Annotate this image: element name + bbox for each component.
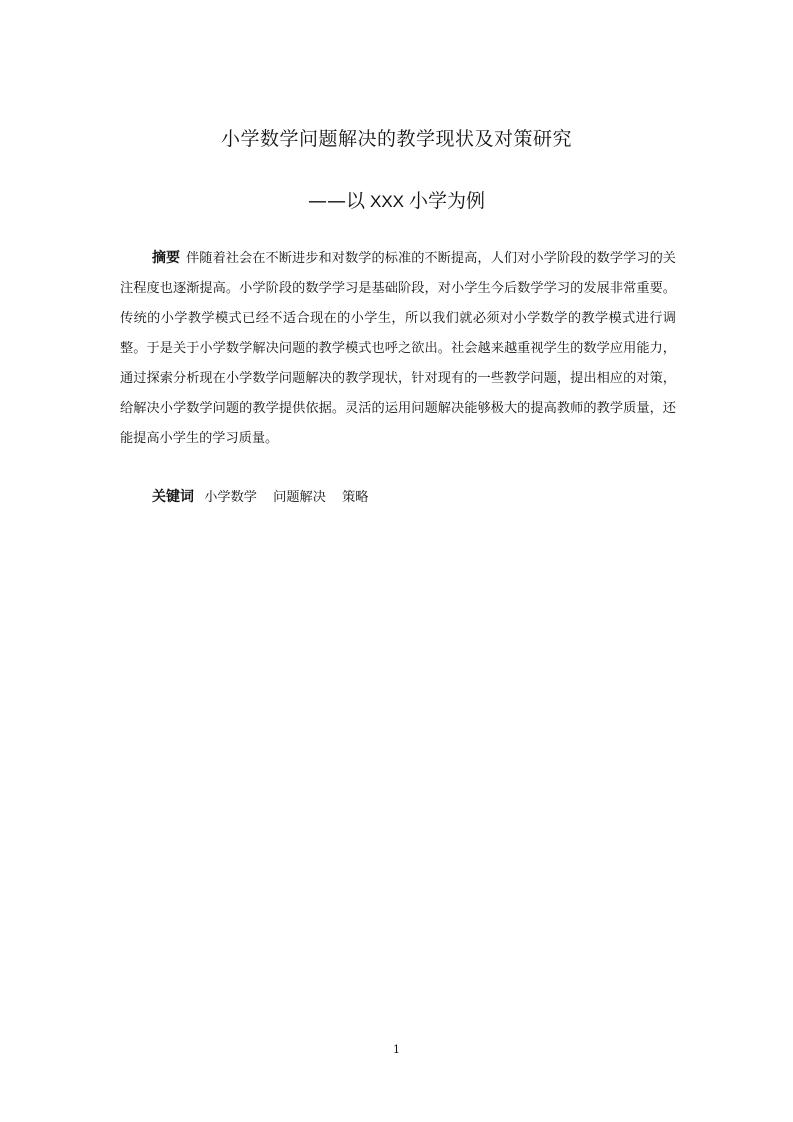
abstract-text: 伴随着社会在不断进步和对数学的标准的不断提高，人们对小学阶段的数学学习的关注程度也逐渐提高。小学阶段的数学学习是基础阶段，对小学生今后数学学习的发展非常重要。传统的小学教学模式已经不适合现在的小学生，所以我们就必须对小学数学的教学模式进行调整。于是关于小学数学解决问题的教学模式也呼之欲出。社会越来越重视学生的数学应用能力，通过探索分析现在小学数学问题解决的教学现状，针对现有的一些教学问题，提出相应的对策，给解决小学数学问题的教学提供依据。灵活的运用问题解决能够极大的提高教师的教学质量，还能提高小学生的学习质量。 xyxy=(120,251,676,446)
document-title: 小学数学问题解决的教学现状及对策研究 xyxy=(220,128,572,150)
subtitle-prefix: 以 xyxy=(345,190,365,212)
page-number: 1 xyxy=(393,1043,400,1056)
subtitle-code: XXX xyxy=(369,192,405,211)
keywords-label: 关键词 xyxy=(152,489,194,505)
document-subtitle xyxy=(0,186,793,217)
abstract-paragraph xyxy=(120,243,676,454)
keyword-item: 小学数学 xyxy=(204,490,257,505)
abstract-label: 摘要 xyxy=(152,250,180,266)
keyword-item: 策略 xyxy=(342,490,369,505)
keywords-line xyxy=(152,482,676,513)
subtitle-suffix: 小学为例 xyxy=(409,190,486,212)
subtitle-dash: —— xyxy=(307,190,346,212)
keyword-item: 问题解决 xyxy=(273,490,326,505)
